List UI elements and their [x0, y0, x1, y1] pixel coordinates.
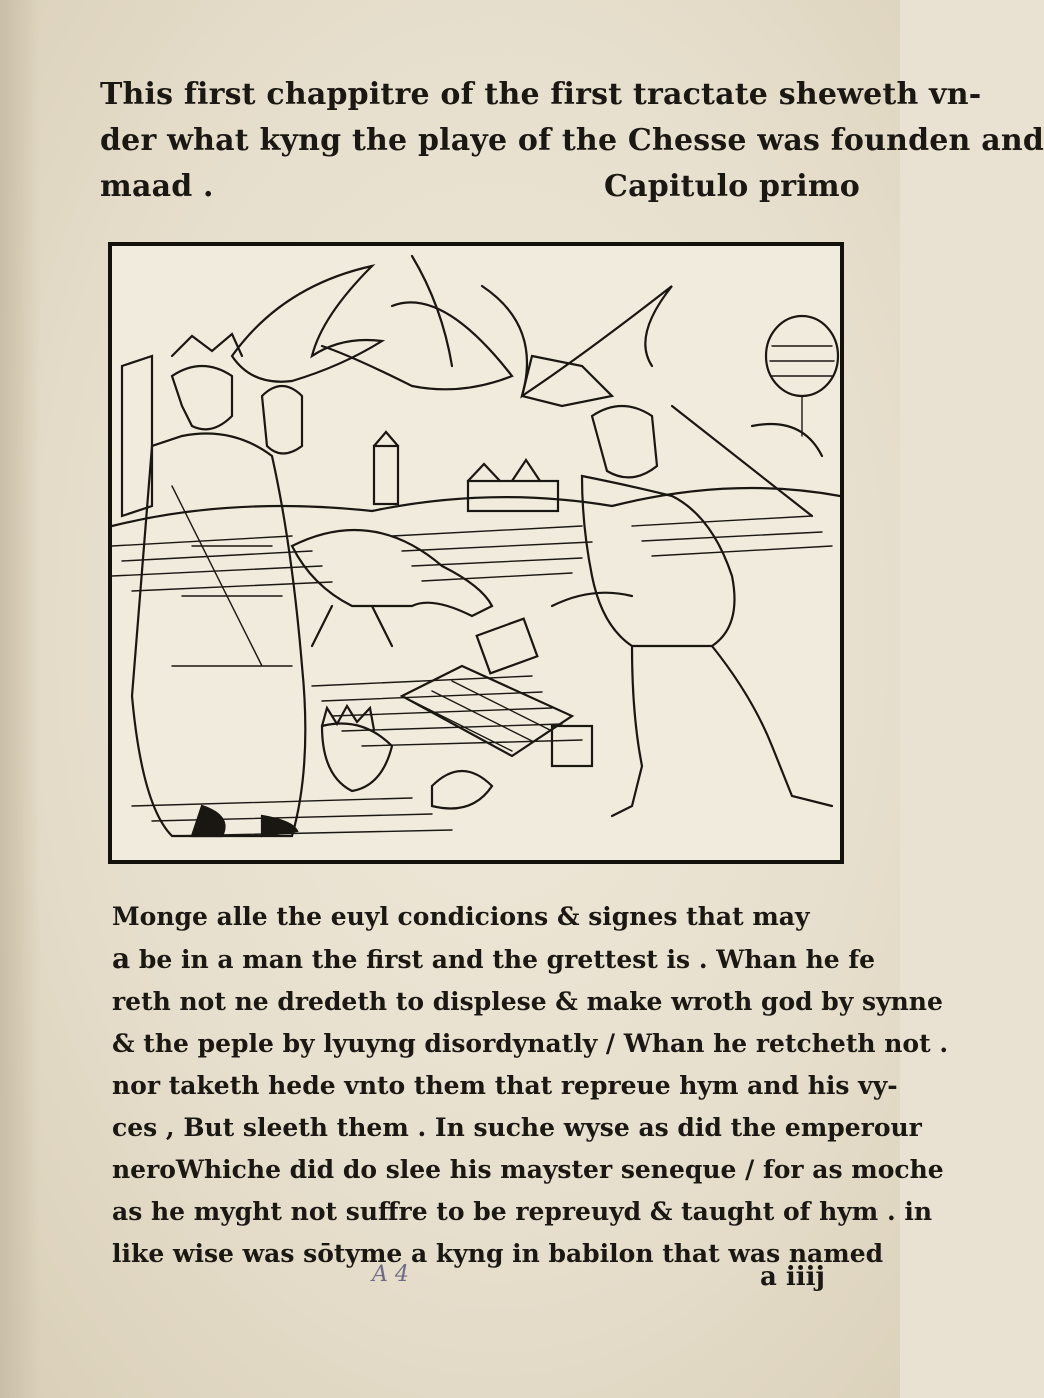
signature-mark: a iiij: [760, 1262, 825, 1292]
body-line-9: like wise was sōtyme a kyng in babilon that was named: [112, 1239, 884, 1268]
chapter-label: Capitulo primo: [604, 169, 860, 204]
heading-line-3-left: maad .: [100, 169, 214, 204]
heading-line-3: [100, 164, 860, 210]
heading-line-1: This first chappitre of the first tractate sheweth vn-: [100, 77, 982, 112]
woodcut-illustration: [108, 242, 844, 864]
body-line-5: nor taketh hede vnto them that repreue hym and his vy-: [112, 1071, 898, 1100]
drop-initial: a: [112, 942, 131, 975]
body-text: [112, 896, 949, 1275]
body-line-2-text: be in a man the first and the grettest is . Whan he fe: [138, 945, 876, 974]
woodcut-drawing: [112, 246, 840, 860]
body-line-4: & the peple by lyuyng disordynatly / Whan he retcheth not .: [112, 1029, 949, 1058]
manuscript-folio-note: A 4: [372, 1262, 409, 1287]
heading-line-2: der what kyng the playe of the Chesse was founden and: [100, 123, 1044, 158]
body-line-6: ces , But sleeth them . In suche wyse as did the emperour: [112, 1113, 922, 1142]
body-line-8: as he myght not suffre to be repreuyd & taught of hym . in: [112, 1197, 933, 1226]
body-line-2: [112, 938, 876, 981]
chapter-heading: [100, 72, 1044, 210]
page-gutter: [0, 0, 40, 1398]
body-line-1: Monge alle the euyl condicions & signes that may: [112, 902, 810, 931]
body-line-3: reth not ne dredeth to displese & make wroth god by synne: [112, 987, 943, 1016]
body-line-7: neroWhiche did do slee his mayster seneque / for as moche: [112, 1155, 944, 1184]
